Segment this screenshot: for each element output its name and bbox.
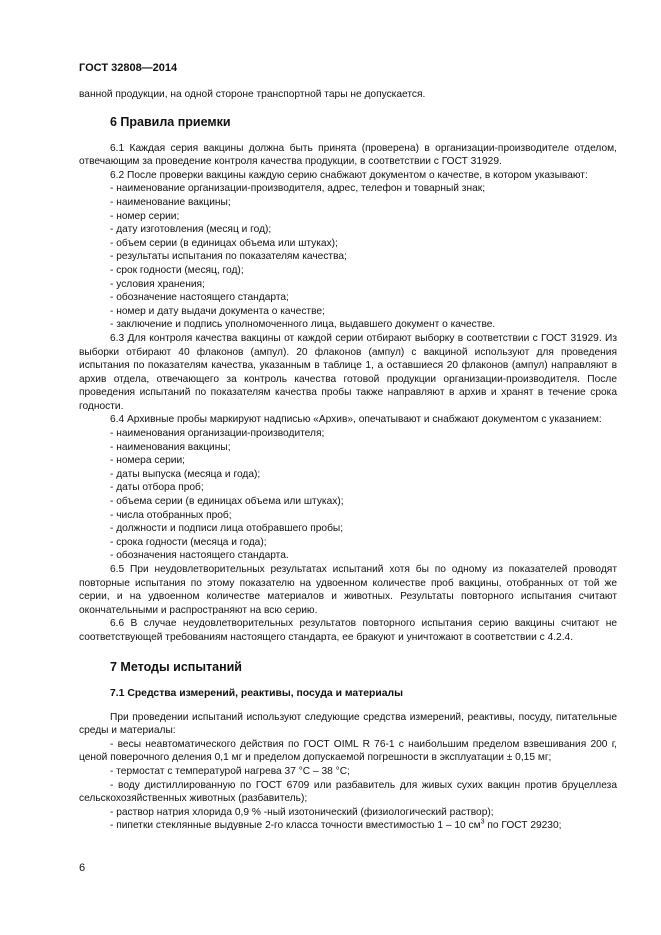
pipettes-standard: по ГОСТ 29230; bbox=[484, 820, 562, 832]
list-item: - обозначения настоящего стандарта. bbox=[110, 550, 289, 562]
list-6-2 bbox=[79, 182, 617, 332]
list-item: - даты выпуска (месяца и года); bbox=[110, 468, 261, 480]
page-number: 6 bbox=[79, 862, 86, 874]
section-6-title: 6 Правила приемки bbox=[110, 114, 231, 129]
list-item: - номер и дату выдачи документа о качестве; bbox=[110, 305, 325, 317]
paragraph-6-2: 6.2 После проверки вакцины каждую серию снабжают документом о качестве, в котором указывают: bbox=[110, 169, 588, 181]
list-item: - наименование вакцины; bbox=[110, 196, 231, 208]
list-item: - дату изготовления (месяц и год); bbox=[110, 224, 272, 236]
paragraph-6-5: 6.5 При неудовлетворительных результатах испытаний хотя бы по одному из показателей проводят повторные испытания по этому показателю на удвоенном количестве проб вакцины, отобранных от той же серии, и на удвоенном количестве материалов и животных. Результаты повторного испытания считают окончательными и распространяют на всю серию. bbox=[79, 564, 617, 616]
list-item: - объем серии (в единицах объема или штуках); bbox=[110, 237, 338, 249]
list-item: - даты отбора проб; bbox=[110, 482, 204, 494]
paragraph-6-4: 6.4 Архивные пробы маркируют надписью «Архив», опечатывают и снабжают документом с указанием: bbox=[110, 414, 602, 426]
list-item: - наименование организации-производителя, адрес, телефон и товарный знак; bbox=[110, 183, 486, 195]
paragraph-6-6: 6.6 В случае неудовлетворительных результатов повторного испытания серию вакцины считают не соответствующей требованиям настоящего стандарта, ее бракуют и уничтожают в соответствии с 4.2.4. bbox=[79, 618, 617, 643]
list-item: - наименования организации-производителя; bbox=[110, 428, 325, 440]
continuation-text: ванной продукции, на одной стороне транспортной тары не допускается. bbox=[79, 89, 426, 100]
list-item: - номер серии; bbox=[110, 210, 180, 222]
unit-superscript: 3 bbox=[480, 818, 485, 826]
list-item: - воду дистиллированную по ГОСТ 6709 или разбавитель для живых сухих вакцин против бруцеллеза сельскохозяйственных животных (разбавитель); bbox=[79, 779, 617, 805]
list-item: - числа отобранных проб; bbox=[110, 509, 232, 521]
subsection-7-1-title: 7.1 Средства измерений, реактивы, посуда и материалы bbox=[110, 687, 404, 699]
list-item: - обозначение настоящего стандарта; bbox=[110, 292, 289, 304]
list-item: - весы неавтоматического действия по ГОСТ OIML R 76-1 с наибольшим пределом взвешивания 200 г, ценой поверочного деления 0,1 мг и пределом допускаемой погрешности в эксплуатации ± 0,15 мг; bbox=[79, 738, 617, 764]
document-header: ГОСТ 32808—2014 bbox=[79, 62, 178, 74]
list-item: - наименования вакцины; bbox=[110, 441, 231, 453]
list-item: - объема серии (в единицах объема или штуках); bbox=[110, 496, 344, 508]
list-item: - номера серии; bbox=[110, 455, 185, 467]
list-item: - термостат с температурой нагрева 37 °С – 38 °С; bbox=[110, 765, 350, 777]
list-item: - должности и подписи лица отобравшего пробы; bbox=[110, 523, 344, 535]
list-item: - условия хранения; bbox=[110, 278, 205, 290]
paragraph-6-3: 6.3 Для контроля качества вакцины от каждой серии отбирают выборку в соответствии с ГОСТ 31929. Из выборки отбирают 40 флаконов (ампул). 20 флаконов (ампул) с вакциной используют для проведения испытания по показателям качества, указанным в таблице 1, а оставшиеся 20 флаконов (ампул) направляют в архив отдела, отвечающего за контроль качества готовой продукции организации-производителя. После проведения испытаний по показателям качества пробы также направляют в архив и хранят в течение срока годности. bbox=[79, 332, 617, 412]
list-6-4 bbox=[79, 427, 617, 563]
list-item: - заключение и подпись уполномоченного лица, выдавшего документ о качестве. bbox=[110, 319, 496, 331]
paragraph-7-1-intro: При проведении испытаний используют следующие средства измерений, реактивы, посуду, питательные среды и материалы: bbox=[79, 711, 617, 737]
list-item: - срока годности (месяца и года); bbox=[110, 536, 267, 548]
section-7-title: 7 Методы испытаний bbox=[110, 659, 242, 674]
paragraph-6-1: 6.1 Каждая серия вакцины должна быть принята (проверена) в организации-производителе отделом, отвечающим за проведение контроля качества продукции, в соответствии с ГОСТ 31929. bbox=[79, 142, 617, 168]
list-item: - результаты испытания по показателям качества; bbox=[110, 251, 347, 263]
list-item-pipettes bbox=[79, 819, 617, 833]
list-item: - срок годности (месяц, год); bbox=[110, 264, 244, 276]
pipettes-text: - пипетки стеклянные выдувные 2-го класса точности вместимостью 1 – 10 см bbox=[110, 820, 481, 832]
document-body bbox=[79, 88, 617, 833]
list-item: - раствор натрия хлорида 0,9 % -ный изотонический (физиологический раствор); bbox=[110, 806, 494, 818]
